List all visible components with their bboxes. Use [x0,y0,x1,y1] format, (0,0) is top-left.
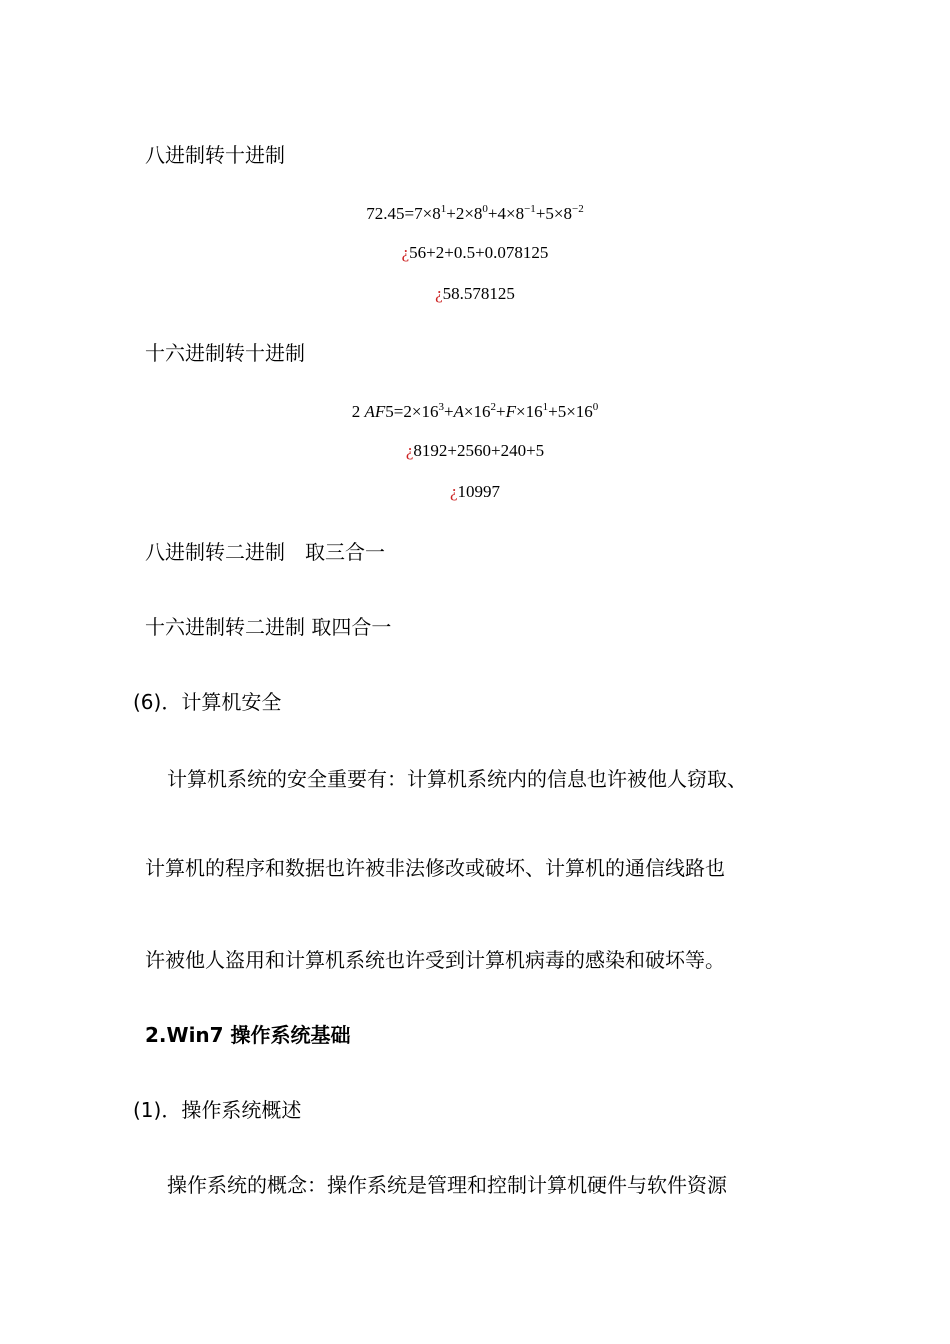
heading-octal-to-binary: 八进制转二进制 取三合一 [145,540,385,564]
os-paragraph-line1: 操作系统的概念：操作系统是管理和控制计算机硬件与软件资源 [167,1173,727,1197]
heading-hex-to-binary: 十六进制转二进制 取四合一 [145,615,392,639]
formula-octal-result: ¿58.578125 [435,284,515,303]
formula-hex-step2: ¿8192+2560+240+5 [405,441,545,460]
heading-win7-basics: 2.Win7 操作系统基础 [145,1023,351,1047]
formula-hex-expansion: 2 $AF5=2\times 16^3+A\times 16^2+F\times 16^1+5\times 16^0$ [351,401,599,421]
heading-hex-to-decimal: 十六进制转十进制 [145,341,305,365]
formula-octal-expansion: $72.45=7\times 8^1+2\times 8^0+4\times 8^{-1}+5\times 8^{-2}$ [366,203,584,223]
security-paragraph-line2: 计算机的程序和数据也许被非法修改或破坏、计算机的通信线路也 [145,856,725,880]
formula-hex-result: ¿10997 [449,482,501,501]
heading-computer-security: (6)．计算机安全 [133,690,282,714]
security-paragraph-line1: 计算机系统的安全重要有：计算机系统内的信息也许被他人窃取、 [167,767,747,791]
heading-octal-to-decimal: 八进制转十进制 [145,143,285,167]
formula-octal-step2: ¿56+2+0.5+0.078125 [401,243,549,262]
heading-os-overview: (1)．操作系统概述 [133,1098,302,1122]
security-paragraph-line3: 许被他人盗用和计算机系统也许受到计算机病毒的感染和破坏等。 [145,948,725,972]
